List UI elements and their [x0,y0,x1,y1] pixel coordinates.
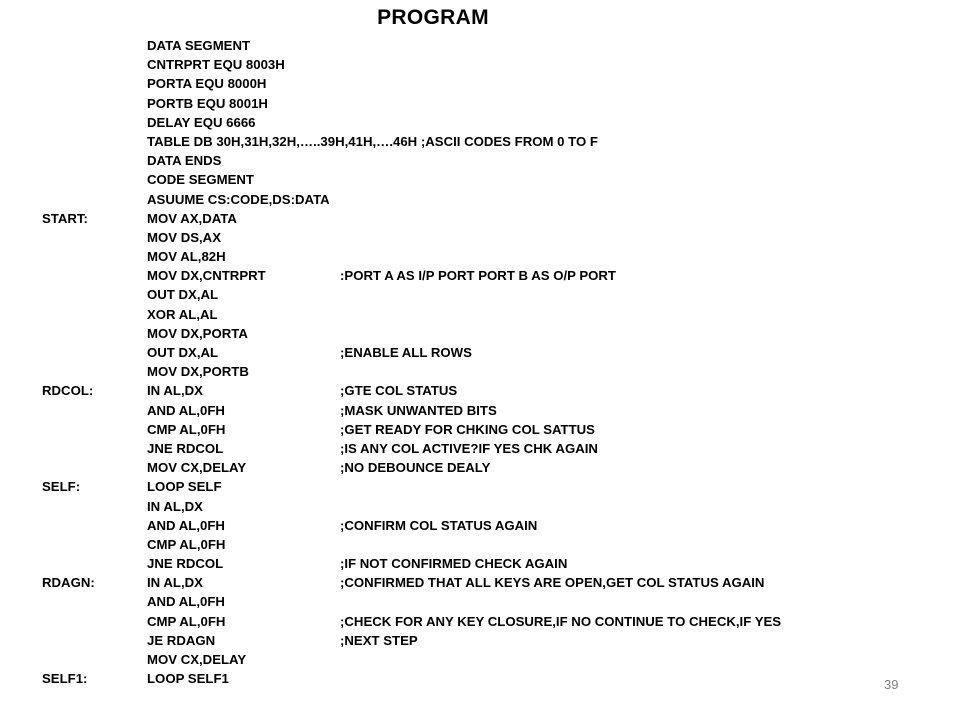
code-line [42,381,922,400]
code-line [42,285,922,304]
code-line [42,401,922,420]
code-comment: ;GTE COL STATUS [340,383,458,399]
code-line [42,74,922,93]
code-line [42,170,922,189]
code-line [42,592,922,611]
code-instruction: IN AL,DX [147,498,203,514]
code-line [42,420,922,439]
code-line [42,669,922,688]
code-instruction: TABLE DB 30H,31H,32H,…..39H,41H,….46H ;ASCII CODES FROM 0 TO F [147,133,598,149]
code-instruction: AND AL,0FH [147,402,225,418]
code-line [42,228,922,247]
code-instruction: DELAY EQU 6666 [147,114,256,130]
code-instruction: CMP AL,0FH [147,536,226,552]
code-line [42,458,922,477]
code-instruction: PORTA EQU 8000H [147,76,267,92]
code-instruction: AND AL,0FH [147,517,225,533]
code-instruction: CMP AL,0FH [147,421,226,437]
code-instruction: JNE RDCOL [147,440,224,456]
code-label: SELF1: [42,671,88,687]
code-line [42,324,922,343]
code-instruction: DATA SEGMENT [147,38,251,53]
code-instruction: JE RDAGN [147,632,216,648]
code-instruction: CODE SEGMENT [147,172,254,188]
code-line [42,55,922,74]
code-instruction: DATA ENDS [147,153,222,169]
code-comment: ;ENABLE ALL ROWS [340,345,472,360]
code-instruction: CNTRPRT EQU 8003H [147,57,285,73]
code-comment: ;GET READY FOR CHKING COL SATTUS [340,421,595,437]
code-line [42,439,922,458]
code-line [42,477,922,496]
code-line [42,266,922,285]
code-listing [42,36,922,688]
code-line [42,305,922,324]
code-line [42,612,922,631]
code-line [42,497,922,516]
code-line [42,573,922,592]
code-line [42,190,922,209]
code-instruction: LOOP SELF [147,479,222,495]
code-instruction: MOV DS,AX [147,229,222,245]
code-label: SELF: [42,479,81,495]
code-instruction: MOV CX,DELAY [147,652,247,667]
code-instruction: JNE RDCOL [147,556,224,572]
code-label: RDCOL: [42,383,94,399]
code-comment: ;CONFIRMED THAT ALL KEYS ARE OPEN,GET COL STATUS AGAIN [340,575,765,591]
code-label: START: [42,210,88,226]
code-comment: ;IS ANY COL ACTIVE?IF YES CHK AGAIN [340,440,598,456]
code-line [42,113,922,132]
code-line [42,36,922,55]
code-instruction: IN AL,DX [147,383,203,399]
code-comment: ;MASK UNWANTED BITS [340,402,497,418]
code-instruction: XOR AL,AL [147,306,218,322]
code-instruction: MOV DX,PORTB [147,364,249,380]
code-line [42,516,922,535]
code-instruction: LOOP SELF1 [147,671,229,687]
code-line [42,650,922,669]
code-line [42,247,922,266]
code-comment: ;CHECK FOR ANY KEY CLOSURE,IF NO CONTINUE TO CHECK,IF YES [340,613,782,629]
code-instruction: MOV AX,DATA [147,210,237,226]
code-line [42,132,922,151]
code-line [42,94,922,113]
code-instruction: AND AL,0FH [147,594,225,610]
code-instruction: MOV CX,DELAY [147,460,247,476]
code-line [42,343,922,362]
code-comment: ;NEXT STEP [340,632,418,648]
code-instruction: PORTB EQU 8001H [147,95,268,111]
code-line [42,209,922,228]
code-instruction: OUT DX,AL [147,345,219,360]
code-instruction: OUT DX,AL [147,287,219,303]
code-instruction: IN AL,DX [147,575,203,591]
slide-title: PROGRAM [377,6,489,29]
code-instruction: MOV DX,CNTRPRT [147,268,266,284]
code-line [42,151,922,170]
code-instruction: ASUUME CS:CODE,DS:DATA [147,191,330,207]
code-comment: ;NO DEBOUNCE DEALY [340,460,491,476]
code-line [42,362,922,381]
code-instruction: MOV DX,PORTA [147,325,248,341]
code-line [42,535,922,554]
page-number: 39 [884,677,899,692]
code-comment: ;CONFIRM COL STATUS AGAIN [340,517,538,533]
code-comment: :PORT A AS I/P PORT PORT B AS O/P PORT [340,268,616,284]
code-line [42,631,922,650]
code-label: RDAGN: [42,575,95,591]
code-comment: ;IF NOT CONFIRMED CHECK AGAIN [340,556,568,572]
code-line [42,554,922,573]
code-instruction: MOV AL,82H [147,249,226,265]
code-instruction: CMP AL,0FH [147,613,226,629]
